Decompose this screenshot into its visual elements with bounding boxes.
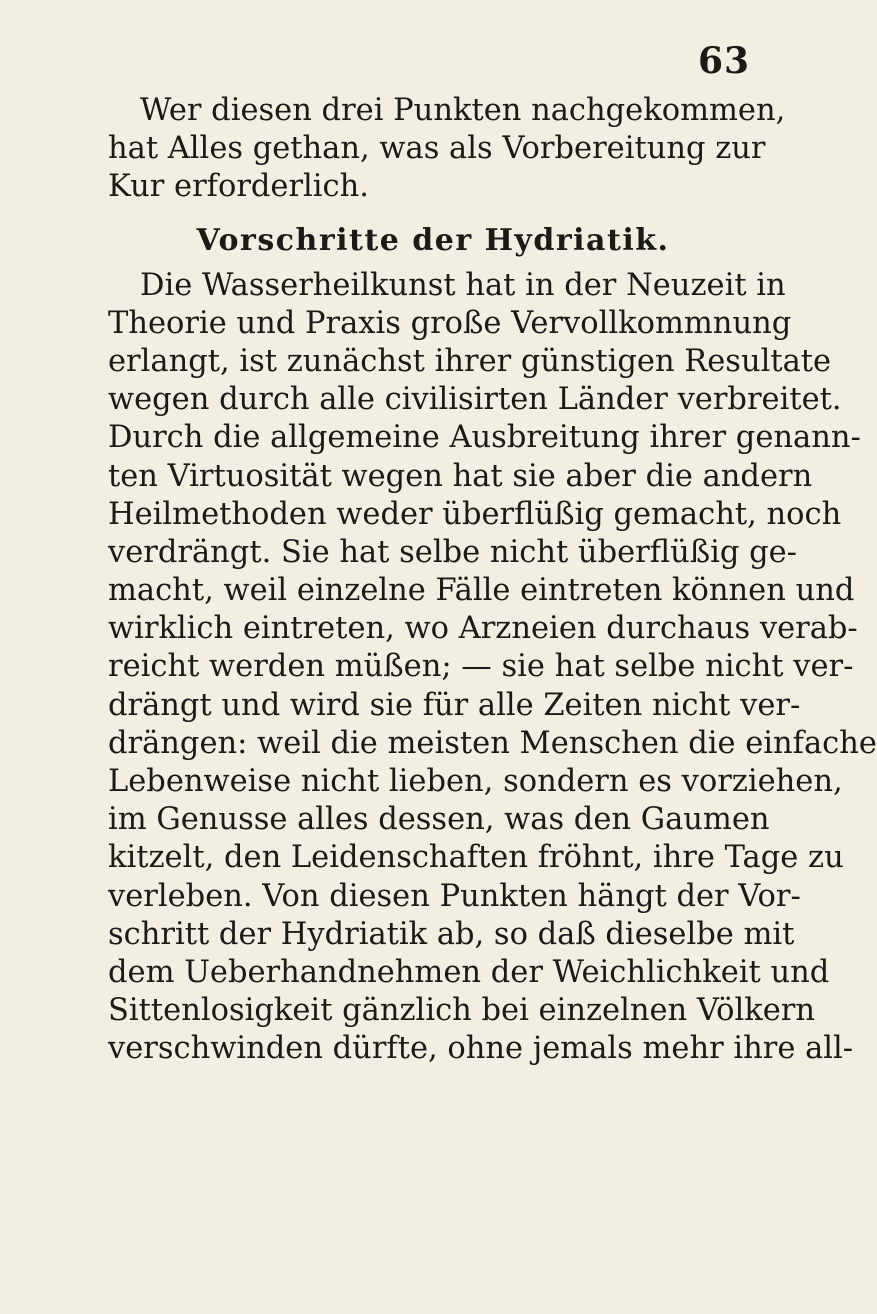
text-line: kitzelt, den Leidenschaften fröhnt, ihre Tage zu [108,840,844,876]
text-line: Kur erforderlich. [108,169,369,205]
text-line: im Genusse alles dessen, was den Gaumen [108,802,770,838]
text-line: wegen durch alle civilisirten Länder verbreitet. [108,382,842,418]
section-heading: Vorschritte der Hydriatik. [196,222,670,258]
text-line: dem Ueberhandnehmen der Weichlichkeit und [108,954,830,990]
text-line: macht, weil einzelne Fälle eintreten können und [108,573,855,609]
text-line: wirklich eintreten, wo Arzneien durchaus verab- [108,611,858,647]
body-text [108,92,877,1069]
text-line: drängt und wird sie für alle Zeiten nicht ver- [108,687,801,723]
text-line: Die Wasserheilkunst hat in der Neuzeit in [140,267,786,303]
page-number: 63 [698,40,751,82]
text-line: Wer diesen drei Punkten nachgekommen, [140,93,786,128]
text-line: reicht werden müßen; — sie hat selbe nicht ver- [108,649,854,685]
text-line: erlangt, ist zunächst ihrer günstigen Resultate [108,343,832,379]
text-line: ten Virtuosität wegen hat sie aber die andern [108,458,813,494]
text-line: schritt der Hydriatik ab, so daß dieselbe mit [108,916,795,952]
text-line: Lebenweise nicht lieben, sondern es vorziehen, [108,764,843,799]
text-line: hat Alles gethan, was als Vorbereitung zur [108,131,766,167]
text-line: Heilmethoden weder überflüßig gemacht, noch [108,496,842,532]
text-line: verleben. Von diesen Punkten hängt der Vor- [108,878,801,914]
text-line: Durch die allgemeine Ausbreitung ihrer genann- [108,420,861,456]
text-line: Sittenlosigkeit gänzlich bei einzelnen Völkern [108,993,815,1029]
text-line: verdrängt. Sie hat selbe nicht überflüßig ge- [108,534,797,570]
text-line: drängen: weil die meisten Menschen die einfache [108,725,877,761]
text-line: Theorie und Praxis große Vervollkommnung [108,305,792,341]
text-line: verschwinden dürfte, ohne jemals mehr ihre all- [108,1031,854,1067]
